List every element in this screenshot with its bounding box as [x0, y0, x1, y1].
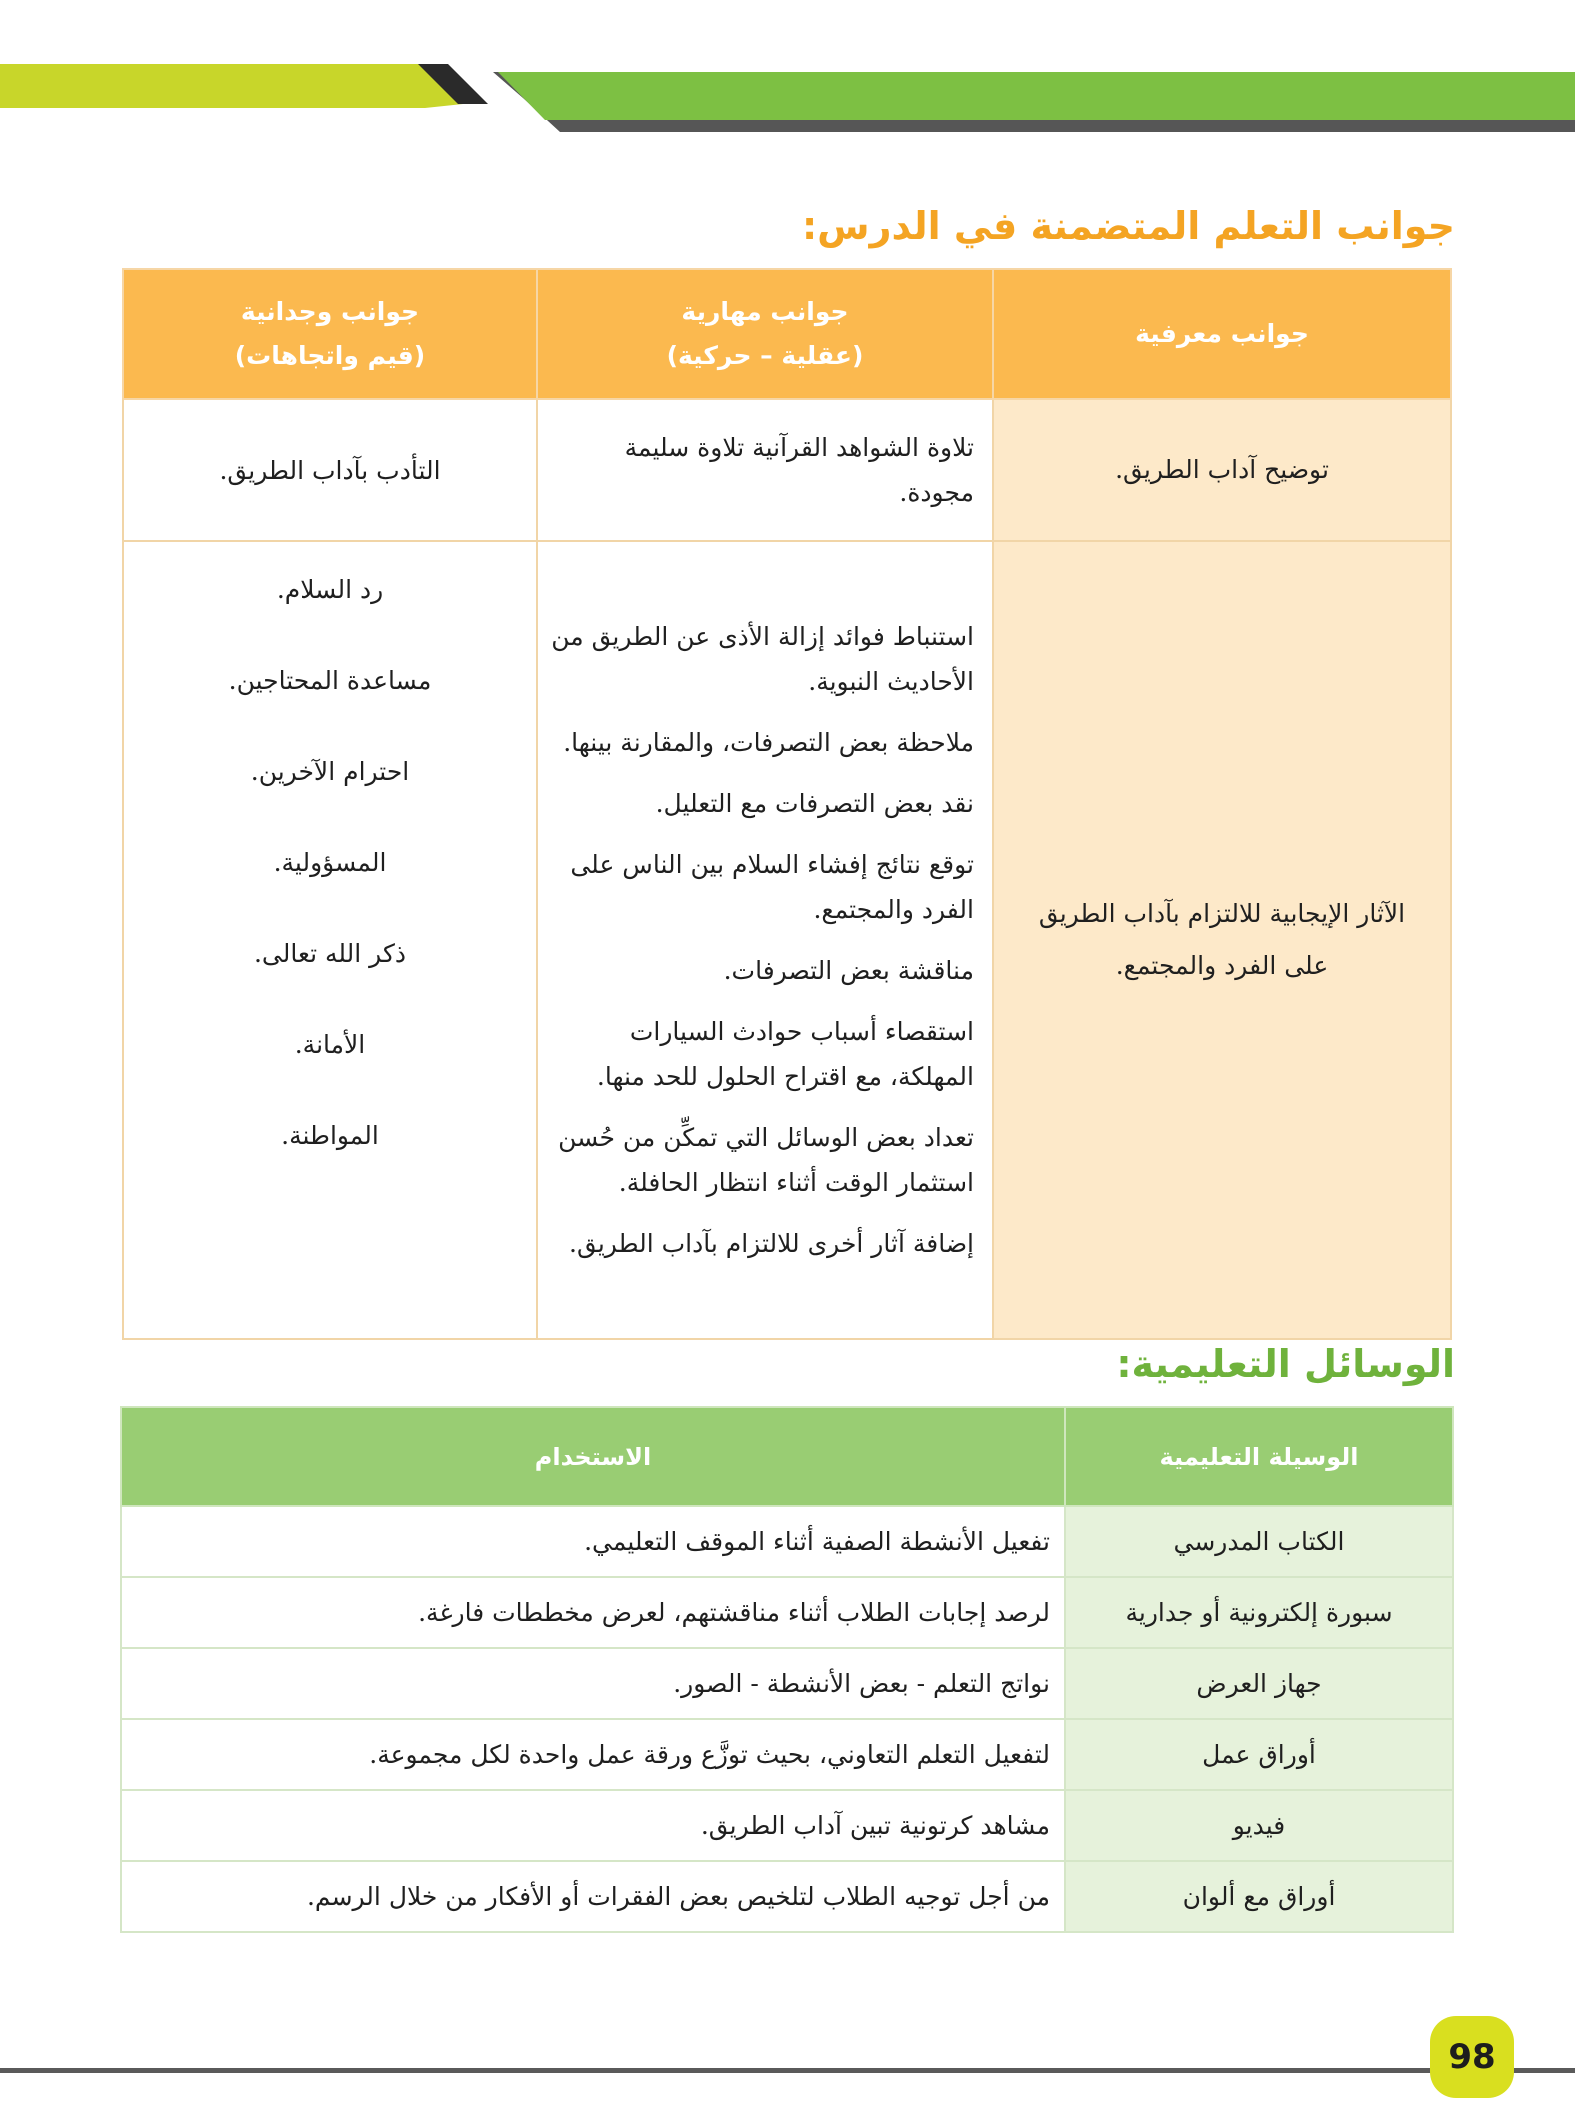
skill-item: توقع نتائج إفشاء السلام بين الناس على الفرد والمجتمع.: [570, 850, 974, 924]
header-emotional: [123, 269, 537, 399]
skills-cell: [537, 399, 993, 541]
skill-item: إضافة آثار أخرى للالتزام بآداب الطريق.: [569, 1229, 974, 1258]
table-row: [121, 1577, 1453, 1648]
emotional-item: التأدب بآداب الطريق.: [219, 455, 441, 485]
emotional-cell: [123, 399, 537, 541]
emotional-cell: [123, 541, 537, 1339]
header-usage: الاستخدام: [121, 1407, 1065, 1506]
header-skills: [537, 269, 993, 399]
knowledge-cell: توضيح آداب الطريق.: [993, 399, 1451, 541]
tool-cell: سبورة إلكترونية أو جدارية: [1065, 1577, 1453, 1648]
teaching-aids-table: [120, 1406, 1454, 1933]
skills-cell: [537, 541, 993, 1339]
emotional-item: ذكر الله تعالى.: [253, 939, 406, 968]
teaching-aids-title: الوسائل التعليمية:: [1116, 1342, 1455, 1386]
skill-item: استنباط فوائد إزالة الأذى عن الطريق من الأحاديث النبوية.: [551, 622, 974, 696]
learning-aspects-table: [122, 268, 1452, 1340]
tool-cell: أوراق مع ألوان: [1065, 1861, 1453, 1932]
tool-cell: فيديو: [1065, 1790, 1453, 1861]
emotional-item: الأمانة.: [294, 1030, 366, 1059]
table-row: [123, 399, 1451, 541]
header-knowledge: جوانب معرفية: [993, 269, 1451, 399]
footer-divider: [0, 2068, 1575, 2073]
table-row: [121, 1719, 1453, 1790]
learning-aspects-title: جوانب التعلم المتضمنة في الدرس:: [801, 204, 1455, 248]
learning-aspects-header-row: [123, 269, 1451, 399]
teaching-aids-header-row: [121, 1407, 1453, 1506]
header-skills-line1: جوانب مهارية: [681, 297, 849, 326]
emotional-item: المسؤولية.: [273, 848, 387, 877]
header-emotional-line1: جوانب وجدانية: [240, 297, 420, 326]
skill-item: ملاحظة بعض التصرفات، والمقارنة بينها.: [563, 728, 974, 757]
skill-item: استقصاء أسباب حوادث السيارات المهلكة، مع اقتراح الحلول للحد منها.: [596, 1017, 974, 1091]
usage-cell: من أجل توجيه الطلاب لتلخيص بعض الفقرات أو الأفكار من خلال الرسم.: [121, 1861, 1065, 1932]
usage-cell: لرصد إجابات الطلاب أثناء مناقشتهم، لعرض مخططات فارغة.: [121, 1577, 1065, 1648]
skill-item: تعداد بعض الوسائل التي تمكِّن من حُسن استثمار الوقت أثناء انتظار الحافلة.: [558, 1123, 974, 1197]
tool-cell: الكتاب المدرسي: [1065, 1506, 1453, 1577]
emotional-item: رد السلام.: [276, 575, 384, 604]
usage-cell: لتفعيل التعلم التعاوني، بحيث توزَّع ورقة عمل واحدة لكل مجموعة.: [121, 1719, 1065, 1790]
tool-cell: جهاز العرض: [1065, 1648, 1453, 1719]
page-number-badge: 98: [1430, 2016, 1514, 2098]
skill-item: مناقشة بعض التصرفات.: [723, 956, 974, 985]
emotional-item: مساعدة المحتاجين.: [228, 666, 432, 695]
table-row: [121, 1790, 1453, 1861]
header-skills-line2: (عقلية – حركية): [666, 341, 864, 370]
table-row: [123, 541, 1451, 1339]
usage-cell: مشاهد كرتونية تبين آداب الطريق.: [121, 1790, 1065, 1861]
header-emotional-line2: (قيم واتجاهات): [234, 341, 426, 370]
usage-cell: تفعيل الأنشطة الصفية أثناء الموقف التعليمي.: [121, 1506, 1065, 1577]
skill-item: نقد بعض التصرفات مع التعليل.: [655, 789, 974, 818]
emotional-list: [125, 543, 535, 1204]
emotional-item: احترام الآخرين.: [250, 757, 410, 786]
table-row: [121, 1506, 1453, 1577]
header-tool: الوسيلة التعليمية: [1065, 1407, 1453, 1506]
header-decorative-band: [0, 0, 1575, 140]
table-row: [121, 1861, 1453, 1932]
tool-cell: أوراق عمل: [1065, 1719, 1453, 1790]
emotional-item: المواطنة.: [281, 1121, 379, 1150]
skill-item: تلاوة الشواهد القرآنية تلاوة سليمة مجودة.: [624, 433, 974, 507]
table-row: [121, 1648, 1453, 1719]
usage-cell: نواتج التعلم - بعض الأنشطة - الصور.: [121, 1648, 1065, 1719]
knowledge-cell: الآثار الإيجابية للالتزام بآداب الطريق على الفرد والمجتمع.: [993, 541, 1451, 1339]
